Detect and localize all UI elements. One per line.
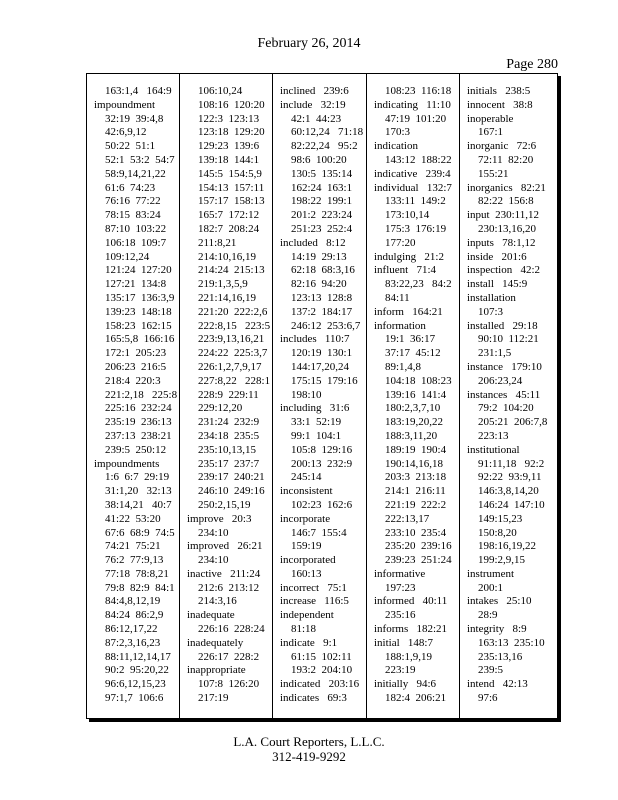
- index-page-refs: 163:1,4 164:9: [105, 85, 172, 97]
- index-page-refs: 139:16 141:4: [385, 388, 447, 401]
- index-page-refs: 188:1,9,19: [385, 650, 433, 663]
- index-entry: instances 45:11: [467, 388, 541, 401]
- index-entry: informed 40:11: [374, 595, 448, 608]
- index-entry: includes 110:7: [280, 333, 350, 346]
- index-page-refs: 226:16 228:24: [198, 623, 265, 636]
- index-page-refs: 226:17 228:2: [198, 650, 260, 663]
- index-entry: inadequate: [187, 609, 235, 622]
- index-page-refs: 122:3 123:13: [198, 112, 260, 125]
- index-entry: improved 26:21: [187, 540, 263, 553]
- index-page-refs: 201:2 223:24: [291, 209, 353, 222]
- index-page-refs: 83:22,23 84:2: [385, 278, 452, 291]
- index-page-refs: 137:2 184:17: [291, 305, 353, 318]
- index-page-refs: 250:2,15,19: [198, 498, 251, 511]
- index-page-refs: 58:9,14,21,22: [105, 167, 166, 180]
- index-page-refs: 190:14,16,18: [385, 457, 444, 470]
- index-page-refs: 222:8,15 223:5: [198, 319, 271, 332]
- index-entry: input 230:11,12: [467, 209, 540, 222]
- index-entry: included 8:12: [280, 236, 346, 249]
- index-page-refs: 67:6 68:9 74:5: [105, 526, 175, 539]
- index-page-refs: 246:10 249:16: [198, 485, 265, 498]
- index-entry: inside 201:6: [467, 250, 527, 263]
- index-entry: instrument: [467, 567, 515, 580]
- index-page-refs: 158:23 162:15: [105, 319, 172, 332]
- index-entry: indicating 11:10: [374, 98, 451, 111]
- index-entry: including 31:6: [280, 402, 350, 415]
- index-page-refs: 96:6,12,15,23: [105, 678, 166, 691]
- index-page-refs: 41:22 53:20: [105, 512, 161, 525]
- index-page-refs: 231:1,5: [478, 347, 512, 360]
- index-page-refs: 19:1 36:17: [385, 333, 436, 346]
- index-column-2: [180, 74, 273, 718]
- index-page-refs: 87:10 103:22: [105, 222, 167, 235]
- index-columns: [87, 74, 557, 718]
- index-page-refs: 235:16: [385, 609, 416, 622]
- index-entry: inconsistent: [280, 485, 333, 498]
- index-page-refs: 212:6 213:12: [198, 581, 260, 594]
- index-page-refs: 235:17 237:7: [198, 457, 260, 470]
- index-page-refs: 74:21 75:21: [105, 540, 161, 553]
- index-page-refs: 239:23 251:24: [385, 554, 452, 567]
- index-page-refs: 239:17 240:21: [198, 471, 265, 484]
- index-entry: independent: [280, 609, 334, 622]
- index-page-refs: 102:23 162:6: [291, 498, 353, 511]
- index-page-refs: 199:2,9,15: [478, 554, 526, 567]
- index-page-refs: 139:18 144:1: [198, 153, 260, 166]
- index-page-refs: 14:19 29:13: [291, 250, 347, 263]
- index-page-refs: 133:11 149:2: [385, 195, 446, 208]
- index-entry: initials 238:5: [467, 85, 531, 97]
- index-page-refs: 175:15 179:16: [291, 374, 358, 387]
- index-page-refs: 108:16 120:20: [198, 98, 265, 111]
- index-page-refs: 245:14: [291, 471, 322, 484]
- index-page-refs: 109:12,24: [105, 250, 150, 263]
- index-page-refs: 224:22 225:3,7: [198, 347, 268, 360]
- index-entry: installed 29:18: [467, 319, 538, 332]
- index-page-refs: 106:10,24: [198, 85, 243, 97]
- index-entry: indicates 69:3: [280, 692, 347, 705]
- index-entry: informs 182:21: [374, 623, 448, 636]
- index-entry: improve 20:3: [187, 512, 252, 525]
- index-page-refs: 42:1 44:23: [291, 112, 342, 125]
- index-entry: indicated 203:16: [280, 678, 360, 691]
- header-date: February 26, 2014: [257, 36, 361, 51]
- index-page-refs: 37:17 45:12: [385, 347, 441, 360]
- index-entry: indication: [374, 140, 418, 153]
- index-page-refs: 107:3: [478, 305, 504, 318]
- index-page-refs: 42:6,9,12: [105, 126, 147, 139]
- index-page-refs: 223:9,13,16,21: [198, 333, 265, 346]
- index-page-refs: 84:24 86:2,9: [105, 609, 164, 622]
- index-entry: integrity 8:9: [467, 623, 527, 636]
- index-page-refs: 235:13,16: [478, 650, 523, 663]
- index-page-refs: 139:23 148:18: [105, 305, 172, 318]
- index-page-refs: 107:8 126:20: [198, 678, 260, 691]
- index-page-refs: 31:1,20 32:13: [105, 485, 172, 498]
- index-page-refs: 229:12,20: [198, 402, 243, 415]
- index-page-refs: 173:10,14: [385, 209, 430, 222]
- index-page-refs: 33:1 52:19: [291, 416, 342, 429]
- index-page-refs: 157:17 158:13: [198, 195, 265, 208]
- index-page-refs: 78:15 83:24: [105, 209, 161, 222]
- index-page-refs: 221:19 222:2: [385, 498, 447, 511]
- index-page-refs: 88:11,12,14,17: [105, 650, 171, 663]
- index-page-refs: 160:13: [291, 567, 322, 580]
- index-page-refs: 180:2,3,7,10: [385, 402, 441, 415]
- index-page-refs: 235:19 236:13: [105, 416, 172, 429]
- index-page-refs: 214:10,16,19: [198, 250, 257, 263]
- index-page-refs: 82:22,24 95:2: [291, 140, 358, 153]
- index-page-refs: 81:18: [291, 623, 317, 636]
- index-entry: inform 164:21: [374, 305, 443, 318]
- index-page-refs: 84:11: [385, 291, 410, 304]
- index-page-refs: 177:20: [385, 236, 416, 249]
- index-page-refs: 146:7 155:4: [291, 526, 347, 539]
- index-entry: inorganics 82:21: [467, 181, 546, 194]
- index-page-refs: 146:3,8,14,20: [478, 485, 539, 498]
- index-entry: inspection 42:2: [467, 264, 541, 277]
- index-page-refs: 90:10 112:21: [478, 333, 539, 346]
- index-page-refs: 105:8 129:16: [291, 443, 353, 456]
- index-page-refs: 90:2 95:20,22: [105, 664, 169, 677]
- index-page-refs: 87:2,3,16,23: [105, 636, 161, 649]
- index-page-refs: 155:21: [478, 167, 509, 180]
- index-column-1: [87, 74, 180, 718]
- index-page-refs: 76:16 77:22: [105, 195, 161, 208]
- index-page-refs: 222:13,17: [385, 512, 430, 525]
- index-page-refs: 188:3,11,20: [385, 429, 438, 442]
- index-page-refs: 203:3 213:18: [385, 471, 447, 484]
- index-entry: increase 116:5: [280, 595, 349, 608]
- index-page-refs: 205:21 206:7,8: [478, 416, 548, 429]
- index-entry: install 145:9: [467, 278, 528, 291]
- index-page-refs: 228:9 229:11: [198, 388, 259, 401]
- index-entry: inoperable: [467, 112, 514, 125]
- index-page-refs: 231:24 232:9: [198, 416, 260, 429]
- index-page-refs: 225:16 232:24: [105, 402, 172, 415]
- index-page-refs: 154:13 157:11: [198, 181, 265, 194]
- index-entry: instance 179:10: [467, 360, 542, 373]
- index-page-refs: 235:10,13,15: [198, 443, 257, 456]
- index-column-4: [367, 74, 460, 718]
- index-entry: intakes 25:10: [467, 595, 532, 608]
- index-page-refs: 145:5 154:5,9: [198, 167, 262, 180]
- index-page-refs: 82:16 94:20: [291, 278, 347, 291]
- index-page-refs: 84:4,8,12,19: [105, 595, 161, 608]
- index-entry: inputs 78:1,12: [467, 236, 536, 249]
- index-page-refs: 221:20 222:2,6: [198, 305, 268, 318]
- index-page-refs: 206:23 216:5: [105, 360, 167, 373]
- index-page-refs: 223:13: [478, 429, 509, 442]
- index-page-refs: 246:12 253:6,7: [291, 319, 361, 332]
- index-page-refs: 61:15 102:11: [291, 650, 352, 663]
- index-entry: impoundments: [94, 457, 160, 470]
- index-entry: inorganic 72:6: [467, 140, 537, 153]
- index-page-refs: 91:11,18 92:2: [478, 457, 545, 470]
- index-page-refs: 234:10: [198, 526, 229, 539]
- index-page-refs: 97:6: [478, 692, 498, 705]
- index-page-refs: 38:14,21 40:7: [105, 498, 172, 511]
- index-page-refs: 127:21 134:8: [105, 278, 167, 291]
- index-page-refs: 183:19,20,22: [385, 416, 444, 429]
- index-page-refs: 219:1,3,5,9: [198, 278, 248, 291]
- index-page-refs: 77:18 78:8,21: [105, 567, 169, 580]
- index-page-refs: 97:1,7 106:6: [105, 692, 164, 705]
- index-entry: innocent 38:8: [467, 98, 533, 111]
- index-page-refs: 52:1 53:2 54:7: [105, 153, 175, 166]
- index-page-refs: 234:18 235:5: [198, 429, 260, 442]
- index-page-refs: 193:2 204:10: [291, 664, 353, 677]
- index-column-5: [460, 74, 552, 718]
- index-entry: initial 148:7: [374, 636, 433, 649]
- index-page-refs: 82:22 156:8: [478, 195, 534, 208]
- index-entry: influent 71:4: [374, 264, 437, 277]
- index-page-refs: 50:22 51:1: [105, 140, 156, 153]
- index-page-refs: 123:18 129:20: [198, 126, 265, 139]
- index-page-refs: 233:10 235:4: [385, 526, 447, 539]
- index-page-refs: 60:12,24 71:18: [291, 126, 364, 139]
- index-page-refs: 172:1 205:23: [105, 347, 167, 360]
- index-page-refs: 218:4 220:3: [105, 374, 161, 387]
- index-page-refs: 76:2 77:9,13: [105, 554, 164, 567]
- index-page-refs: 150:8,20: [478, 526, 517, 539]
- index-page-refs: 198:10: [291, 388, 322, 401]
- index-page-refs: 163:13 235:10: [478, 636, 545, 649]
- index-entry: inadequately: [187, 636, 244, 649]
- index-page-refs: 121:24 127:20: [105, 264, 172, 277]
- index-page-refs: 214:1 216:11: [385, 485, 446, 498]
- index-page-refs: 170:3: [385, 126, 411, 139]
- index-page-refs: 98:6 100:20: [291, 153, 347, 166]
- index-entry: indicative 239:4: [374, 167, 451, 180]
- index-page-refs: 144:17,20,24: [291, 360, 350, 373]
- index-page-refs: 221:14,16,19: [198, 291, 257, 304]
- index-entry: installation: [467, 291, 516, 304]
- index-entry: incorrect 75:1: [280, 581, 347, 594]
- index-page-refs: 217:19: [198, 692, 229, 705]
- index-page-refs: 135:17 136:3,9: [105, 291, 175, 304]
- index-entry: informative: [374, 567, 426, 580]
- index-page-refs: 197:23: [385, 581, 416, 594]
- index-page-refs: 99:1 104:1: [291, 429, 342, 442]
- index-page-refs: 79:2 104:20: [478, 402, 534, 415]
- index-page-refs: 234:10: [198, 554, 229, 567]
- index-page-frame: [86, 73, 558, 719]
- index-page-refs: 61:6 74:23: [105, 181, 156, 194]
- index-page-refs: 149:15,23: [478, 512, 523, 525]
- index-page-refs: 62:18 68:3,16: [291, 264, 355, 277]
- index-page-refs: 182:4 206:21: [385, 692, 447, 705]
- index-entry: inclined 239:6: [280, 85, 349, 97]
- index-entry: inactive 211:24: [187, 567, 261, 580]
- index-page-refs: 162:24 163:1: [291, 181, 353, 194]
- index-page-refs: 167:1: [478, 126, 504, 139]
- index-page-refs: 159:19: [291, 540, 322, 553]
- index-page-refs: 189:19 190:4: [385, 443, 447, 456]
- index-page-refs: 206:23,24: [478, 374, 523, 387]
- index-page-refs: 182:7 208:24: [198, 222, 260, 235]
- footer-company: L.A. Court Reporters, L.L.C.: [233, 734, 385, 749]
- index-page-refs: 251:23 252:4: [291, 222, 353, 235]
- index-page-refs: 123:13 128:8: [291, 291, 353, 304]
- index-page-refs: 1:6 6:7 29:19: [105, 471, 170, 484]
- index-page-refs: 200:1: [478, 581, 504, 594]
- index-page-refs: 104:18 108:23: [385, 374, 452, 387]
- index-page-refs: 72:11 82:20: [478, 153, 534, 166]
- index-page-refs: 146:24 147:10: [478, 498, 545, 511]
- index-page-refs: 223:19: [385, 664, 416, 677]
- index-entry: indicate 9:1: [280, 636, 338, 649]
- index-page-refs: 165:5,8 166:16: [105, 333, 175, 346]
- index-page-refs: 106:18 109:7: [105, 236, 167, 249]
- index-page-refs: 214:3,16: [198, 595, 237, 608]
- index-column-3: [273, 74, 367, 718]
- index-page-refs: 32:19 39:4,8: [105, 112, 164, 125]
- index-page-refs: 198:16,19,22: [478, 540, 537, 553]
- index-page-refs: 165:7 172:12: [198, 209, 260, 222]
- index-page-refs: 239:5 250:12: [105, 443, 167, 456]
- index-entry: information: [374, 319, 426, 332]
- index-page-refs: 221:2,18 225:8: [105, 388, 178, 401]
- index-page-refs: 200:13 232:9: [291, 457, 353, 470]
- page-number: Page 280: [506, 57, 558, 72]
- index-entry: impoundment: [94, 98, 156, 111]
- index-entry: include 32:19: [280, 98, 346, 111]
- index-page-refs: 237:13 238:21: [105, 429, 172, 442]
- index-page-refs: 211:8,21: [198, 236, 237, 249]
- index-entry: incorporated: [280, 554, 336, 567]
- index-page-refs: 47:19 101:20: [385, 112, 447, 125]
- index-page-refs: 129:23 139:6: [198, 140, 260, 153]
- index-page-refs: 239:5: [478, 664, 504, 677]
- index-page-refs: 89:1,4,8: [385, 360, 422, 373]
- index-page-refs: 226:1,2,7,9,17: [198, 360, 262, 373]
- index-page-refs: 108:23 116:18: [385, 85, 452, 97]
- index-entry: initially 94:6: [374, 678, 437, 691]
- index-entry: inappropriate: [187, 664, 246, 677]
- index-page-refs: 230:13,16,20: [478, 222, 537, 235]
- index-page-refs: 92:22 93:9,11: [478, 471, 542, 484]
- index-page-refs: 198:22 199:1: [291, 195, 353, 208]
- index-page-refs: 120:19 130:1: [291, 347, 353, 360]
- footer-phone: 312-419-9292: [272, 749, 346, 764]
- index-page-refs: 227:8,22 228:1: [198, 374, 271, 387]
- index-entry: individual 132:7: [374, 181, 452, 194]
- index-page-refs: 235:20 239:16: [385, 540, 452, 553]
- index-entry: intend 42:13: [467, 678, 528, 691]
- index-entry: indulging 21:2: [374, 250, 444, 263]
- index-page-refs: 143:12 188:22: [385, 153, 452, 166]
- index-page-refs: 214:24 215:13: [198, 264, 265, 277]
- index-page-refs: 79:8 82:9 84:1: [105, 581, 175, 594]
- index-entry: incorporate: [280, 512, 331, 525]
- index-page-refs: 175:3 176:19: [385, 222, 447, 235]
- index-page-refs: 86:12,17,22: [105, 623, 158, 636]
- index-page-refs: 130:5 135:14: [291, 167, 353, 180]
- index-entry: institutional: [467, 443, 520, 456]
- index-page-refs: 28:9: [478, 609, 498, 622]
